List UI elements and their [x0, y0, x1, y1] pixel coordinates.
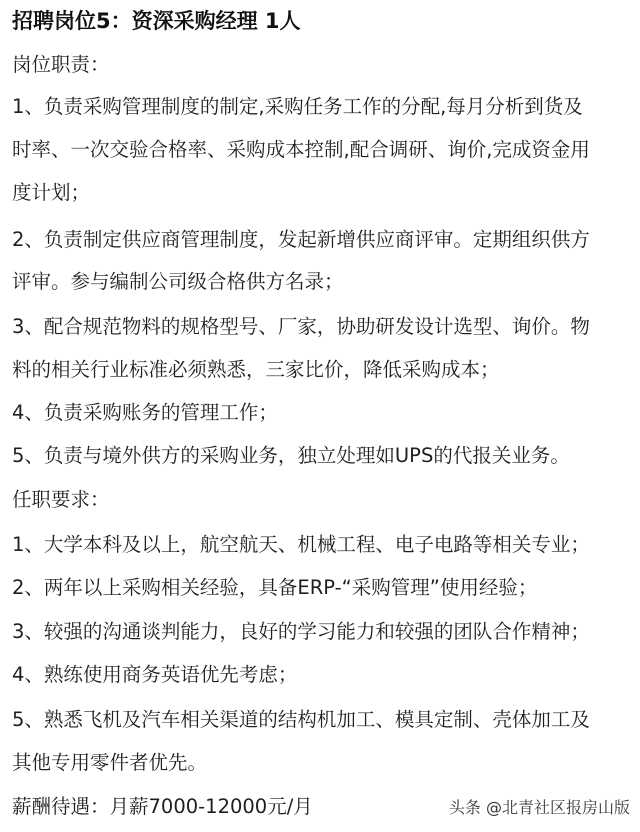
requirement-item-4-line-1: 4、熟练使用商务英语优先考虑；	[12, 663, 298, 686]
requirement-item-5-line-1: 5、熟悉飞机及汽车相关渠道的结构机加工、模具定制、壳体加工及	[12, 708, 590, 731]
duty-item-5-line-1: 5、负责与境外供方的采购业务，独立处理如UPS的代报关业务。	[12, 444, 570, 467]
requirement-item-2-line-1: 2、两年以上采购相关经验，具备ERP-“采购管理”使用经验；	[12, 576, 538, 599]
requirements-heading: 任职要求：	[12, 488, 110, 511]
duty-item-4-line-1: 4、负责采购账务的管理工作；	[12, 401, 278, 424]
source-watermark: 头条 @北青社区报房山版	[448, 798, 630, 817]
duty-item-3-line-2: 料的相关行业标准必须熟悉，三家比价，降低采购成本；	[12, 358, 500, 381]
requirement-item-5-line-2: 其他专用零件者优先。	[12, 751, 208, 774]
duty-item-2-line-1: 2、负责制定供应商管理制度，发起新增供应商评审。定期组织供方	[12, 228, 590, 251]
requirement-item-3-line-1: 3、较强的沟通谈判能力，良好的学习能力和较强的团队合作精神；	[12, 620, 590, 643]
requirement-item-1-line-1: 1、大学本科及以上，航空航天、机械工程、电子电路等相关专业；	[12, 533, 590, 556]
duty-item-1-line-1: 1、负责采购管理制度的制定,采购任务工作的分配,每月分析到货及	[12, 95, 583, 118]
duties-heading: 岗位职责：	[12, 53, 110, 76]
duty-item-2-line-2: 评审。参与编制公司级合格供方名录；	[12, 270, 344, 293]
duty-item-1-line-2: 时率、一次交验合格率、采购成本控制,配合调研、询价,完成资金用	[12, 138, 590, 161]
duty-item-1-line-3: 度计划；	[12, 181, 91, 204]
duty-item-3-line-1: 3、配合规范物料的规格型号、厂家，协助研发设计选型、询价。物	[12, 315, 590, 338]
posting-title: 招聘岗位5：资深采购经理 1人	[12, 9, 301, 33]
salary-line: 薪酬待遇：月薪7000-12000元/月	[12, 795, 313, 818]
